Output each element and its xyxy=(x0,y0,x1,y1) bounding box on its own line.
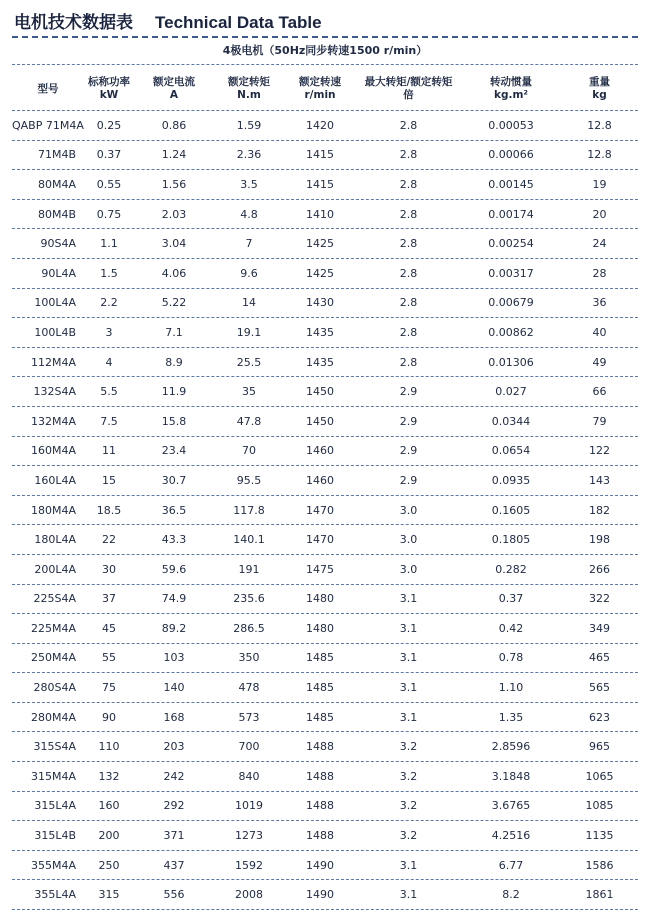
table-cell: 1480 xyxy=(306,592,334,606)
table-cell: 2.8 xyxy=(399,207,418,221)
table-cell: 371 xyxy=(163,829,185,843)
table-cell: 1490 xyxy=(306,858,334,872)
table-cell: 0.78 xyxy=(498,651,524,665)
table-cell: 3.5 xyxy=(240,177,258,191)
column-header xyxy=(214,76,284,102)
table-subtitle: 4极电机（50Hz同步转速1500 r/min） xyxy=(222,44,428,57)
table-cell: 112M4A xyxy=(30,355,76,369)
table-cell: 12.8 xyxy=(587,118,612,132)
table-cell: 24 xyxy=(592,237,607,251)
table-cell: 80M4B xyxy=(37,207,76,221)
table-cell: 1475 xyxy=(306,562,334,576)
table-cell: 30.7 xyxy=(161,473,187,487)
column-header xyxy=(561,76,638,102)
table-cell: 0.75 xyxy=(96,207,122,221)
column-header-label: 额定转速 xyxy=(299,76,341,88)
table-cell: 1135 xyxy=(585,829,614,843)
table-cell: 3.1 xyxy=(399,621,418,635)
table-cell: 35 xyxy=(242,385,256,399)
table-cell: 1.5 xyxy=(100,266,118,280)
table-cell: 3.1 xyxy=(399,710,418,724)
table-cell: 1.56 xyxy=(161,177,187,191)
table-cell: 2.8 xyxy=(399,355,418,369)
table-cell: 478 xyxy=(238,681,260,695)
table-cell: 47.8 xyxy=(236,414,262,428)
table-cell: 2.8 xyxy=(399,325,418,339)
table-cell: 0.282 xyxy=(495,562,527,576)
column-header-label: 最大转矩/额定转矩 xyxy=(364,76,453,88)
table-cell: 8.2 xyxy=(502,888,520,902)
table-cell: 437 xyxy=(163,858,185,872)
table-cell: 2.9 xyxy=(399,414,418,428)
table-cell: 2.9 xyxy=(399,473,418,487)
table-cell: 117.8 xyxy=(233,503,265,517)
table-cell: 225S4A xyxy=(33,592,76,606)
table-body xyxy=(12,111,638,910)
table-cell: 3.2 xyxy=(399,769,418,783)
table-header-row xyxy=(12,68,638,111)
table-cell: 2.8596 xyxy=(491,740,531,754)
table-cell: 100L4A xyxy=(34,296,76,310)
table-cell: 0.55 xyxy=(96,177,122,191)
table-cell: 322 xyxy=(589,592,610,606)
table-cell: 198 xyxy=(589,533,610,547)
table-row xyxy=(12,585,638,615)
table-cell: 1460 xyxy=(306,444,334,458)
table-cell: 0.01306 xyxy=(488,355,534,369)
table-cell: 1450 xyxy=(306,414,334,428)
column-header xyxy=(284,76,356,102)
table-cell: 315S4A xyxy=(33,740,76,754)
table-cell: 1488 xyxy=(306,829,334,843)
table-cell: 180M4A xyxy=(30,503,76,517)
table-row xyxy=(12,111,638,141)
table-cell: 1410 xyxy=(306,207,334,221)
table-cell: 20 xyxy=(592,207,607,221)
table-cell: 556 xyxy=(163,888,185,902)
table-cell: 3.1848 xyxy=(491,769,531,783)
table-cell: 36.5 xyxy=(161,503,187,517)
table-cell: 0.00679 xyxy=(488,296,534,310)
table-cell: 266 xyxy=(589,562,610,576)
table-row xyxy=(12,555,638,585)
table-cell: 18.5 xyxy=(96,503,122,517)
table-cell: 1.1 xyxy=(100,237,118,251)
table-cell: 1019 xyxy=(235,799,263,813)
table-cell: 225M4A xyxy=(30,621,76,635)
table-cell: 8.9 xyxy=(165,355,183,369)
table-cell: 1425 xyxy=(306,266,334,280)
table-cell: 3.1 xyxy=(399,681,418,695)
table-cell: 840 xyxy=(238,769,260,783)
table-cell: 103 xyxy=(163,651,185,665)
page-title xyxy=(14,8,322,33)
table-row xyxy=(12,377,638,407)
table-cell: 1470 xyxy=(306,503,334,517)
table-row xyxy=(12,525,638,555)
table-row xyxy=(12,170,638,200)
table-cell: 4.8 xyxy=(240,207,258,221)
table-cell: 0.86 xyxy=(161,118,187,132)
table-cell: 28 xyxy=(592,266,607,280)
table-cell: 95.5 xyxy=(236,473,262,487)
table-row xyxy=(12,851,638,881)
table-cell: 74.9 xyxy=(161,592,187,606)
table-cell: 1.10 xyxy=(498,681,524,695)
table-cell: 1586 xyxy=(585,858,614,872)
table-cell: 140.1 xyxy=(233,533,265,547)
table-cell: QABP 71M4A xyxy=(12,118,84,132)
table-cell: 40 xyxy=(592,325,607,339)
table-cell: 1485 xyxy=(306,710,334,724)
table-cell: 4.06 xyxy=(161,266,187,280)
table-cell: 45 xyxy=(102,621,116,635)
table-cell: 1065 xyxy=(585,769,614,783)
table-row xyxy=(12,880,638,910)
table-cell: 160 xyxy=(98,799,120,813)
table-cell: 0.1805 xyxy=(491,533,531,547)
table-row xyxy=(12,318,638,348)
table-cell: 200L4A xyxy=(34,562,76,576)
table-cell: 3 xyxy=(105,325,113,339)
table-cell: 2008 xyxy=(235,888,263,902)
table-row xyxy=(12,200,638,230)
table-cell: 0.00053 xyxy=(488,118,534,132)
table-cell: 0.0935 xyxy=(491,473,531,487)
table-cell: 160M4A xyxy=(30,444,76,458)
table-cell: 75 xyxy=(102,681,116,695)
table-cell: 2.9 xyxy=(399,444,418,458)
table-cell: 11 xyxy=(102,444,116,458)
table-cell: 3.6765 xyxy=(491,799,531,813)
table-cell: 0.0344 xyxy=(491,414,531,428)
table-cell: 0.00862 xyxy=(488,325,534,339)
table-cell: 71M4B xyxy=(37,148,76,162)
table-cell: 3.1 xyxy=(399,592,418,606)
table-cell: 2.03 xyxy=(161,207,187,221)
table-cell: 1.24 xyxy=(161,148,187,162)
table-cell: 3.04 xyxy=(161,237,187,251)
subtitle-divider xyxy=(12,64,638,65)
table-cell: 15.8 xyxy=(161,414,187,428)
table-cell: 3.1 xyxy=(399,888,418,902)
table-cell: 1085 xyxy=(585,799,614,813)
table-cell: 49 xyxy=(592,355,607,369)
table-cell: 0.1605 xyxy=(491,503,531,517)
table-cell: 1488 xyxy=(306,740,334,754)
table-cell: 4 xyxy=(105,355,113,369)
table-cell: 292 xyxy=(163,799,185,813)
table-cell: 43.3 xyxy=(161,533,187,547)
table-cell: 2.2 xyxy=(100,296,118,310)
table-cell: 1490 xyxy=(306,888,334,902)
table-cell: 1480 xyxy=(306,621,334,635)
table-cell: 143 xyxy=(589,473,610,487)
table-cell: 182 xyxy=(589,503,610,517)
table-cell: 0.027 xyxy=(495,385,527,399)
table-cell: 191 xyxy=(238,562,260,576)
table-cell: 22 xyxy=(102,533,116,547)
table-cell: 3.0 xyxy=(399,503,418,517)
table-cell: 168 xyxy=(163,710,185,724)
table-cell: 0.37 xyxy=(96,148,122,162)
table-cell: 355M4A xyxy=(30,858,76,872)
table-cell: 3.2 xyxy=(399,829,418,843)
table-row xyxy=(12,673,638,703)
table-cell: 349 xyxy=(589,621,610,635)
title-chinese: 电机技术数据表 xyxy=(14,13,133,33)
table-cell: 66 xyxy=(592,385,607,399)
table-cell: 1415 xyxy=(306,177,334,191)
table-row xyxy=(12,792,638,822)
table-cell: 70 xyxy=(242,444,256,458)
table-cell: 0.42 xyxy=(498,621,524,635)
table-cell: 280S4A xyxy=(33,681,76,695)
table-cell: 2.8 xyxy=(399,148,418,162)
table-cell: 200 xyxy=(98,829,120,843)
table-cell: 0.25 xyxy=(96,118,122,132)
table-cell: 2.8 xyxy=(399,296,418,310)
table-cell: 7.5 xyxy=(100,414,118,428)
table-cell: 355L4A xyxy=(34,888,76,902)
table-cell: 286.5 xyxy=(233,621,265,635)
table-cell: 965 xyxy=(589,740,610,754)
table-cell: 59.6 xyxy=(161,562,187,576)
table-cell: 623 xyxy=(589,710,610,724)
table-row xyxy=(12,496,638,526)
table-cell: 0.0654 xyxy=(491,444,531,458)
table-cell: 1.59 xyxy=(236,118,262,132)
table-cell: 573 xyxy=(238,710,260,724)
table-cell: 37 xyxy=(102,592,116,606)
table-cell: 19.1 xyxy=(236,325,262,339)
table-cell: 90 xyxy=(102,710,116,724)
table-cell: 3.1 xyxy=(399,651,418,665)
table-cell: 2.8 xyxy=(399,118,418,132)
table-row xyxy=(12,229,638,259)
table-cell: 55 xyxy=(102,651,116,665)
table-cell: 90S4A xyxy=(40,237,76,251)
table-cell: 1485 xyxy=(306,681,334,695)
table-cell: 0.00145 xyxy=(488,177,534,191)
table-cell: 1.35 xyxy=(498,710,524,724)
table-cell: 90L4A xyxy=(41,266,76,280)
column-header-label: 标称功率 xyxy=(88,76,130,88)
table-cell: 180L4A xyxy=(34,533,76,547)
column-header-label: 额定转矩 xyxy=(228,76,270,88)
column-header-unit: N.m xyxy=(237,89,261,101)
table-cell: 5.22 xyxy=(161,296,187,310)
column-header-unit: 倍 xyxy=(403,89,414,101)
table-cell: 3.2 xyxy=(399,740,418,754)
table-cell: 465 xyxy=(589,651,610,665)
table-cell: 315L4B xyxy=(34,829,76,843)
table-cell: 1861 xyxy=(585,888,614,902)
table-row xyxy=(12,466,638,496)
table-cell: 1592 xyxy=(235,858,263,872)
column-header xyxy=(356,76,461,102)
table-cell: 2.36 xyxy=(236,148,262,162)
table-row xyxy=(12,614,638,644)
column-header-label: 转动惯量 xyxy=(490,76,532,88)
column-header-unit: kW xyxy=(99,89,119,101)
table-cell: 315L4A xyxy=(34,799,76,813)
column-header-unit: r/min xyxy=(304,89,336,101)
table-cell: 19 xyxy=(592,177,607,191)
column-header xyxy=(461,76,561,102)
column-header xyxy=(134,76,214,102)
column-header xyxy=(12,83,84,96)
table-cell: 203 xyxy=(163,740,185,754)
title-divider xyxy=(12,36,638,38)
table-row xyxy=(12,141,638,171)
table-cell: 1415 xyxy=(306,148,334,162)
table-cell: 565 xyxy=(589,681,610,695)
table-cell: 36 xyxy=(592,296,607,310)
table-cell: 79 xyxy=(592,414,607,428)
table-cell: 132S4A xyxy=(33,385,76,399)
table-cell: 23.4 xyxy=(161,444,187,458)
table-cell: 2.8 xyxy=(399,177,418,191)
table-cell: 1430 xyxy=(306,296,334,310)
table-cell: 1488 xyxy=(306,799,334,813)
table-cell: 5.5 xyxy=(100,385,118,399)
column-header-unit: kg xyxy=(592,89,607,101)
table-cell: 7 xyxy=(245,237,253,251)
table-cell: 1435 xyxy=(306,325,334,339)
table-cell: 110 xyxy=(98,740,120,754)
table-row xyxy=(12,703,638,733)
table-cell: 30 xyxy=(102,562,116,576)
table-cell: 235.6 xyxy=(233,592,265,606)
column-header-label: 型号 xyxy=(37,82,59,95)
table-row xyxy=(12,407,638,437)
table-cell: 3.0 xyxy=(399,533,418,547)
table-cell: 160L4A xyxy=(34,473,76,487)
table-cell: 1488 xyxy=(306,769,334,783)
column-header-label: 额定电流 xyxy=(153,76,195,88)
table-cell: 89.2 xyxy=(161,621,187,635)
table-cell: 11.9 xyxy=(161,385,187,399)
title-english: Technical Data Table xyxy=(155,13,322,32)
column-header-unit: kg.m² xyxy=(493,89,529,101)
table-cell: 0.00317 xyxy=(488,266,534,280)
table-cell: 1420 xyxy=(306,118,334,132)
table-cell: 6.77 xyxy=(498,858,524,872)
table-cell: 280M4A xyxy=(30,710,76,724)
table-cell: 14 xyxy=(242,296,256,310)
technical-data-table xyxy=(12,68,638,910)
table-cell: 12.8 xyxy=(587,148,612,162)
table-cell: 0.37 xyxy=(498,592,524,606)
table-row xyxy=(12,348,638,378)
column-header xyxy=(84,76,134,102)
table-row xyxy=(12,259,638,289)
table-cell: 315M4A xyxy=(30,769,76,783)
table-cell: 3.2 xyxy=(399,799,418,813)
table-cell: 1435 xyxy=(306,355,334,369)
table-cell: 132 xyxy=(98,769,120,783)
table-cell: 3.1 xyxy=(399,858,418,872)
table-cell: 100L4B xyxy=(34,325,76,339)
table-cell: 1470 xyxy=(306,533,334,547)
column-header-unit: A xyxy=(169,89,179,101)
table-cell: 25.5 xyxy=(236,355,262,369)
table-cell: 9.6 xyxy=(240,266,258,280)
table-row xyxy=(12,289,638,319)
table-cell: 3.0 xyxy=(399,562,418,576)
table-cell: 15 xyxy=(102,473,116,487)
table-cell: 7.1 xyxy=(165,325,183,339)
table-row xyxy=(12,821,638,851)
table-cell: 1485 xyxy=(306,651,334,665)
table-row xyxy=(12,437,638,467)
table-cell: 2.8 xyxy=(399,266,418,280)
table-cell: 250M4A xyxy=(30,651,76,665)
table-cell: 1273 xyxy=(235,829,263,843)
table-row xyxy=(12,762,638,792)
table-cell: 315 xyxy=(98,888,120,902)
table-cell: 2.9 xyxy=(399,385,418,399)
table-cell: 80M4A xyxy=(37,177,76,191)
table-cell: 140 xyxy=(163,681,185,695)
table-cell: 122 xyxy=(589,444,610,458)
table-cell: 1450 xyxy=(306,385,334,399)
table-cell: 350 xyxy=(238,651,260,665)
table-row xyxy=(12,732,638,762)
table-row xyxy=(12,644,638,674)
table-cell: 2.8 xyxy=(399,237,418,251)
table-cell: 242 xyxy=(163,769,185,783)
table-cell: 250 xyxy=(98,858,120,872)
table-cell: 1460 xyxy=(306,473,334,487)
column-header-label: 重量 xyxy=(589,76,610,88)
table-cell: 1425 xyxy=(306,237,334,251)
table-cell: 0.00254 xyxy=(488,237,534,251)
table-cell: 700 xyxy=(238,740,260,754)
table-cell: 0.00066 xyxy=(488,148,534,162)
table-cell: 132M4A xyxy=(30,414,76,428)
table-cell: 0.00174 xyxy=(488,207,534,221)
table-cell: 4.2516 xyxy=(491,829,531,843)
